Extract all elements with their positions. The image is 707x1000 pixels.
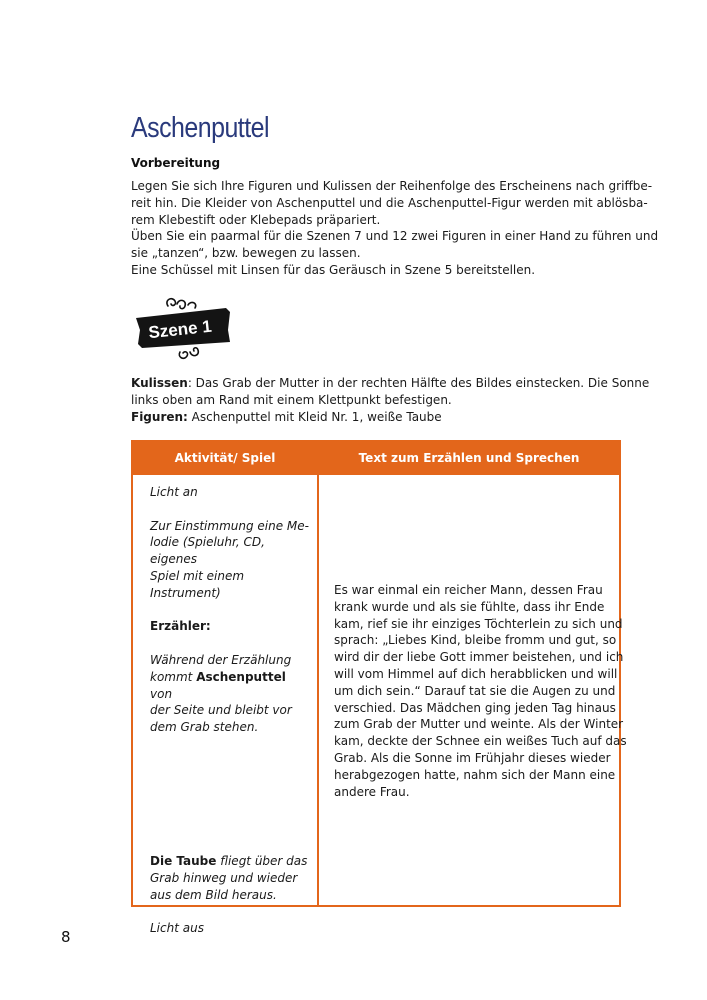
preparation-line: Eine Schüssel mit Linsen für das Geräusch in Szene 5 bereitstellen. <box>131 262 536 277</box>
preparation-line: sie „tanzen“, bzw. bewegen zu lassen. <box>131 246 361 261</box>
stage-direction-line: Während der Erzählung <box>150 652 292 667</box>
character-name: Aschenputtel <box>196 669 286 684</box>
narration-line: will vom Himmel auf dich herabblicken und will <box>334 666 618 681</box>
intro-melody-line: Zur Einstimmung eine Me- <box>150 518 309 533</box>
stage-direction-line: fliegt über das <box>216 853 308 868</box>
narration-line: kam, deckte der Schnee ein weißes Tuch auf das <box>334 734 627 749</box>
narrator-label: Erzähler: <box>150 619 211 634</box>
narration-line: zum Grab der Mutter und weinte. Als der Winter <box>334 717 624 732</box>
intro-melody-line: lodie (Spieluhr, CD, eigenes <box>150 535 265 567</box>
narration-line: kam, rief sie ihr einziges Töchterlein zu sich und <box>334 616 623 631</box>
narration-line: Grab. Als die Sonne im Frühjahr dieses wieder <box>334 750 611 765</box>
scene-banner <box>130 296 240 360</box>
scene-banner-label: Szene 1 <box>147 316 213 343</box>
stage-direction-line: dem Grab stehen. <box>150 720 259 735</box>
light-off-text: Licht aus <box>150 921 204 936</box>
narration-line: herabgezogen hatte, nahm sich der Mann eine <box>334 767 616 782</box>
figuren-label: Figuren: <box>131 409 188 424</box>
preparation-line: reit hin. Die Kleider von Aschenputtel und die Aschenputtel-Figur werden mit ablösba- <box>131 195 648 210</box>
stage-direction-line: Grab hinweg und wieder <box>150 870 298 885</box>
figuren-text: Aschenputtel mit Kleid Nr. 1, weiße Taube <box>187 409 442 424</box>
column-divider <box>317 475 319 905</box>
kulissen-text: : Das Grab der Mutter in der rechten Hälfte des Bildes einstecken. Die Sonne <box>187 376 650 390</box>
kulissen-text-cont: links oben am Rand mit einem Klettpunkt befestigen. <box>131 392 452 407</box>
narration-column <box>334 582 627 800</box>
preparation-line: rem Klebestift oder Klebepads präpariert. <box>131 212 381 227</box>
stage-direction-line: der Seite und bleibt vor <box>150 703 292 718</box>
preparation-line: Üben Sie ein paarmal für die Szenen 7 und 12 zwei Figuren in einer Hand zu führen und <box>131 229 659 244</box>
page-number: 8 <box>61 928 71 946</box>
stage-direction-line: kommt <box>150 669 197 684</box>
header-narration: Text zum Erzählen und Sprechen <box>358 451 580 465</box>
preparation-text <box>131 178 659 279</box>
activity-column <box>150 484 310 937</box>
table-header <box>133 442 619 475</box>
narration-line: sprach: „Liebes Kind, bleibe fromm und gut, so <box>334 633 617 648</box>
narration-line: um dich sein.“ Darauf tat sie die Augen zu und <box>334 683 616 698</box>
narration-line: Es war einmal ein reicher Mann, dessen Frau <box>334 583 603 597</box>
stage-direction-line: von <box>150 686 173 701</box>
character-name: Die Taube <box>150 853 217 868</box>
preparation-line: Legen Sie sich Ihre Figuren und Kulissen der Reihenfolge des Erscheinens nach griffbe- <box>131 179 653 193</box>
narration-line: verschied. Das Mädchen ging jeden Tag hinaus <box>334 700 616 715</box>
scene-info <box>131 375 650 425</box>
light-on-text: Licht an <box>150 485 198 499</box>
stage-direction-line: aus dem Bild heraus. <box>150 887 277 902</box>
header-activity: Aktivität/ Spiel <box>174 451 276 465</box>
narration-line: andere Frau. <box>334 784 410 799</box>
kulissen-label: Kulissen <box>131 376 188 390</box>
scene-table <box>131 440 627 936</box>
page-title: Aschenputtel <box>131 112 270 144</box>
narration-line: krank wurde und als sie fühlte, dass ihr Ende <box>334 599 605 614</box>
narration-line: wird dir der liebe Gott immer beistehen, und ich <box>334 650 624 665</box>
intro-melody-line: Spiel mit einem Instrument) <box>150 568 245 600</box>
preparation-heading: Vorbereitung <box>131 156 221 170</box>
